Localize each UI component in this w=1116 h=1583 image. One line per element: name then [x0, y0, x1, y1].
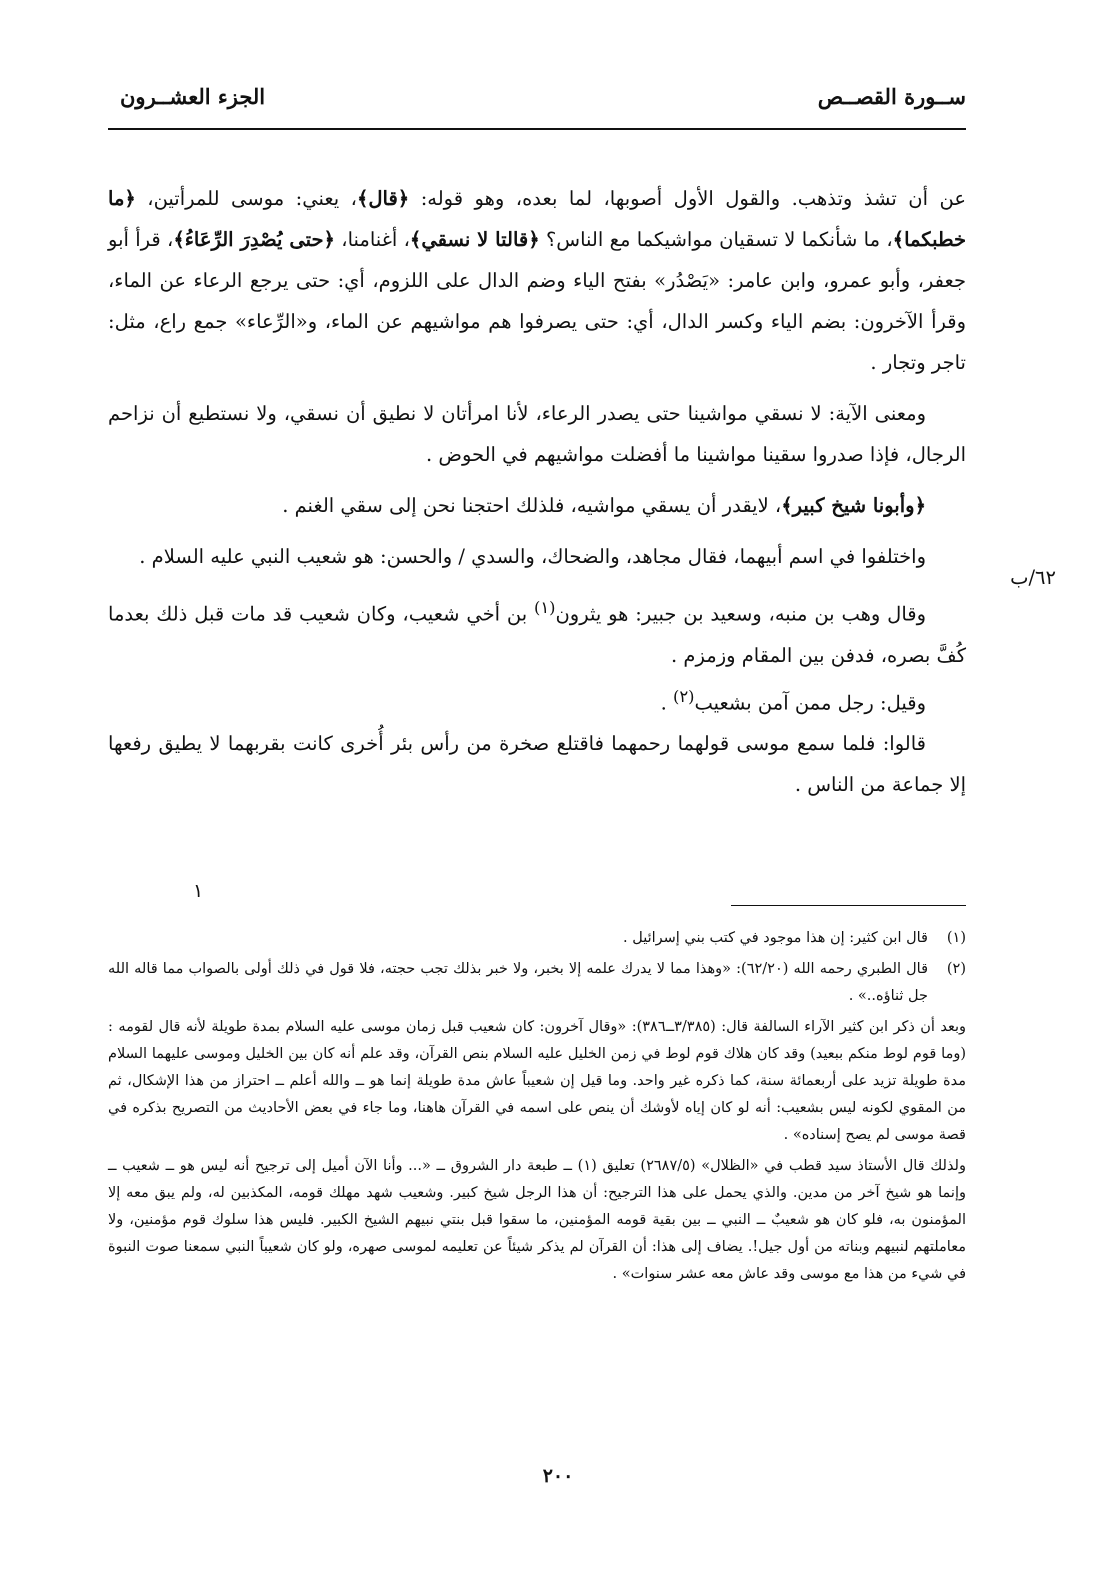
surah-title: ســورة القصــص	[817, 84, 966, 109]
paragraph-5	[108, 587, 966, 676]
footnote-number: (١)	[946, 930, 966, 946]
footnote-text: قال الطبري رحمه الله (٦٢/٢٠): «وهذا مما لا يدرك علمه إلا بخبر، ولا خبر بذلك تجب حجته، فلا قول في ذلك أولى بالصواب مما قاله الله جل ثناؤه..» .	[108, 961, 929, 1004]
manuscript-folio-note: ٦٢/ب	[1010, 566, 1056, 589]
text-segment: ، لايقدر أن يسقي مواشيه، فلذلك احتجنا نحن إلى سقي الغنم .	[282, 494, 782, 517]
quran-quote: ﴿وأبونا شيخ كبير﴾	[781, 494, 926, 517]
text-segment: ، أغنامنا،	[335, 228, 410, 251]
footnote-ref: (٢)	[673, 686, 695, 706]
footnote-text: قال ابن كثير: إن هذا موجود في كتب بني إسرائيل .	[623, 930, 928, 946]
footnote-2	[108, 956, 966, 1010]
header-rule	[108, 128, 966, 130]
text-segment: وقيل: رجل ممن آمن بشعيب	[694, 691, 926, 714]
paragraph-4: واختلفوا في اسم أبيهما، فقال مجاهد، والضحاك، والسدي / والحسن: هو شعيب النبي عليه السلام .	[139, 545, 926, 568]
text-segment: ، قرأ أبو جعفر، وأبو عمرو، وابن عامر: «يَصْدُر» بفتح الياء وضم الدال على اللزوم، أي: حتى يرجع الرعاء عن الماء، وقرأ الآخرون: بضم الياء وكسر الدال، أي: حتى يصرفوا هم مواشيهم عن الماء، و«الرِّعاء» جمع راع، مثل: تاجر وتجار .	[108, 228, 966, 374]
text-segment: عن أن تشذ وتذهب. والقول الأول أصوبها، لما بعده، وهو قوله:	[409, 187, 966, 210]
footnotes	[108, 925, 966, 1292]
stray-mark: ١	[193, 880, 204, 902]
quran-quote: ﴿حتى يُصْدِرَ الرِّعَاءُ﴾	[173, 228, 335, 251]
footnote-rule	[731, 905, 966, 906]
quran-quote: ﴿قالتا لا نسقي﴾	[409, 228, 540, 251]
page-number: ٢٠٠	[542, 1465, 574, 1487]
part-title: الجزء العشــرون	[120, 84, 266, 109]
quran-quote: ﴿ما خطبكما﴾	[108, 187, 967, 251]
paragraph-2: ومعنى الآية: لا نسقي مواشينا حتى يصدر الرعاء، لأنا امرأتان لا نطيق أن نسقي، ولا نستطيع أن نزاحم الرجال، فإذا صدروا سقينا مواشينا ما أفضلت مواشيهم في الحوض .	[108, 402, 966, 466]
footnote-paragraph: ولذلك قال الأستاذ سيد قطب في «الظلال» (٢٦٨٧/٥) تعليق (١) ــ طبعة دار الشروق ــ «... وأنا الآن أميل إلى ترجيح أنه ليس هو ــ شعيب ــ وإنما هو شيخ آخر من مدين. والذي يحمل على هذا الترجيح: أن هذا الرجل شيخ كبير. وشعيب شهد مهلك قومه، المكذبين له، ولم يبق معه إلا المؤمنون به، فلو كان هو شعيبٌ ــ النبي ــ بين بقية قومه المؤمنين، ما سقوا قبل بنتي نبيهم الشيخ الكبير. فليس هذا سلوك قوم مؤمنين، ولا معاملتهم لنبيهم وبناته من أول جيل!. يضاف إلى هذا: أن القرآن لم يذكر شيئاً عن تعليمه لموسى صهره، ولو كان شعيباً النبي سمعنا صوت النبوة في شيء من هذا مع موسى وقد عاش معه عشر سنوات» .	[108, 1158, 966, 1282]
paragraph-1	[108, 178, 966, 383]
footnote-ref: (١)	[534, 598, 556, 617]
main-text	[108, 178, 966, 815]
paragraph-3	[108, 485, 966, 526]
footnote-number: (٢)	[946, 961, 966, 977]
text-segment: وقال وهب بن منبه، وسعيد بن جبير: هو يثرون	[555, 602, 926, 626]
text-segment: ، ما شأنكما لا تسقيان مواشيكما مع الناس؟	[539, 228, 893, 251]
paragraph-7: قالوا: فلما سمع موسى قولهما رحمهما فاقتلع صخرة من رأس بئر أُخرى كانت بقربهما لا يطيق رفعها إلا جماعة من الناس .	[108, 732, 966, 796]
text-segment: بن أخي شعيب، وكان شعيب قد مات قبل ذلك بعدما كُفَّ بصره، فدفن بين المقام وزمزم .	[108, 602, 966, 667]
footnote-paragraph: وبعد أن ذكر ابن كثير الآراء السالفة قال: (٣/٣٨٥ــ٣٨٦): «وقال آخرون: كان شعيب قبل زمان موسى عليه السلام بمدة طويلة لأنه قال لقومه : (وما قوم لوط منكم ببعيد) وقد كان هلاك قوم لوط في زمن الخليل عليه السلام بنص القرآن، وقد علم أنه كان بين الخليل وموسى عليهما السلام مدة طويلة تزيد على أربعمائة سنة، كما ذكره غير واحد. وما قيل إن شعيباً عاش مدة طويلة إنما هو ــ والله أعلم ــ احتراز من هذا الإشكال، ثم من المقوي لكونه ليس بشعيب: أنه لو كان إياه لأوشك أن ينص على اسمه في القرآن هاهنا، وما جاء في بعض الأحاديث من التصريح بذكره في قصة موسى لم يصح إسناده» .	[108, 1019, 967, 1143]
footnote-1	[108, 925, 966, 952]
text-segment: .	[660, 691, 674, 714]
quran-quote: ﴿قال﴾	[356, 187, 410, 210]
text-segment: ، يعني: موسى للمرأتين،	[135, 187, 357, 210]
paragraph-6	[108, 676, 966, 724]
